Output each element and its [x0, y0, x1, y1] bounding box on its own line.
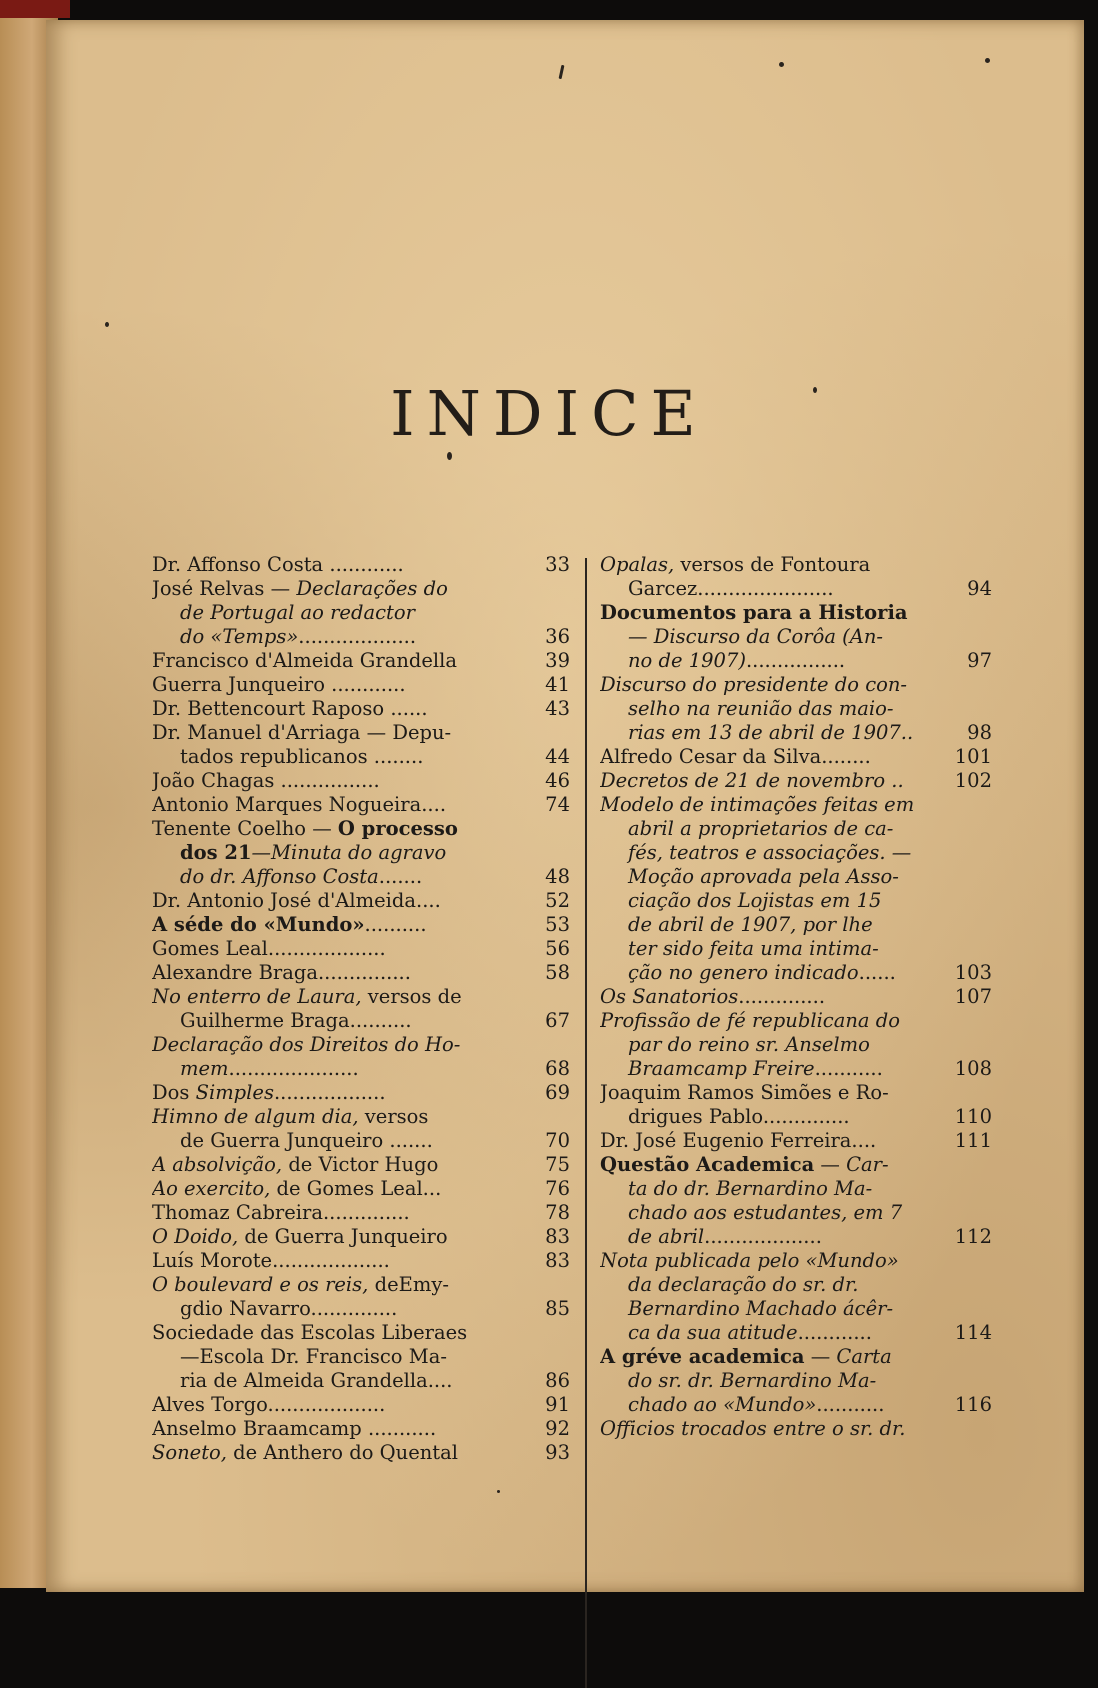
index-entry: [152, 913, 570, 937]
entry-text: do sr. dr. Bernardino Ma-: [628, 1369, 877, 1392]
index-entry: [600, 985, 992, 1009]
entry-text: ção no genero indicado: [628, 961, 859, 984]
index-entry: [152, 697, 570, 721]
page-number: 116: [954, 1393, 992, 1416]
page-number: 114: [954, 1321, 992, 1344]
entry-text: A absolvição,: [152, 1153, 283, 1176]
entry-text: no de 1907): [628, 649, 746, 672]
entry-line: [152, 769, 530, 793]
entry-line: [152, 1033, 530, 1057]
entry-line: [600, 985, 952, 1009]
entry-text: drigues Pablo..............: [628, 1105, 850, 1128]
entry-line: [600, 1369, 952, 1393]
entry-text: de Victor Hugo: [282, 1153, 439, 1176]
page-number: 67: [545, 1009, 570, 1032]
index-entry: [152, 1105, 570, 1153]
entry-text: José Relvas —: [152, 577, 297, 600]
entry-text: ...................: [298, 625, 417, 648]
entry-text: Officios trocados entre o sr. dr.: [600, 1417, 906, 1440]
entry-text: Alexandre Braga...............: [152, 961, 411, 984]
entry-text: par do reino sr. Anselmo: [628, 1033, 870, 1056]
index-entry: [152, 1417, 570, 1441]
page-number: 98: [967, 721, 992, 744]
entry-line: [600, 961, 952, 985]
entry-text: O Doido,: [152, 1225, 239, 1248]
entry-text: versos: [358, 1105, 429, 1128]
entry-line: [152, 1057, 530, 1081]
index-entry: [152, 673, 570, 697]
entry-line: [152, 1345, 530, 1369]
entry-text: chado ao «Mundo»: [628, 1393, 817, 1416]
index-entry: [152, 1441, 570, 1465]
entry-text: Dr. Manuel d'Arriaga — Depu-: [152, 721, 452, 744]
entry-text: Garcez......................: [628, 577, 834, 600]
entry-line: [600, 817, 952, 841]
entry-text: abril a proprietarios de ca-: [628, 817, 894, 840]
entry-line: [600, 721, 952, 745]
entry-text: —Escola Dr. Francisco Ma-: [180, 1345, 447, 1368]
index-entry: [152, 985, 570, 1033]
entry-line: [600, 1153, 952, 1177]
page-number: 58: [545, 961, 570, 984]
index-entry: [152, 769, 570, 793]
index-entry: [600, 1009, 992, 1081]
index-entry: [152, 961, 570, 985]
entry-line: [600, 769, 952, 793]
entry-line: [600, 1273, 952, 1297]
entry-text: Alfredo Cesar da Silva........: [600, 745, 871, 768]
page-number: 94: [967, 577, 992, 600]
entry-line: [152, 793, 530, 817]
entry-line: [600, 1129, 952, 1153]
entry-text: Alves Torgo...................: [152, 1393, 386, 1416]
entry-text: versos de: [361, 985, 462, 1008]
entry-line: [600, 865, 952, 889]
page-number: 52: [545, 889, 570, 912]
entry-text: ..............: [738, 985, 826, 1008]
page-number: 92: [545, 1417, 570, 1440]
entry-text: Dr. Bettencourt Raposo ......: [152, 697, 428, 720]
entry-line: [152, 649, 530, 673]
page-number: 91: [545, 1393, 570, 1416]
entry-text: Decretos de 21 de novembro ..: [600, 769, 904, 792]
entry-text: A gréve academica: [600, 1345, 805, 1368]
entry-text: do dr. Affonso Costa: [180, 865, 379, 888]
entry-line: [152, 865, 530, 889]
entry-line: [152, 625, 530, 649]
index-entry: [152, 1225, 570, 1249]
entry-text: deEmy-: [368, 1273, 449, 1296]
paper-speck: [105, 322, 109, 327]
entry-text: tados republicanos ........: [180, 745, 424, 768]
entry-text: de Anthero do Quental: [226, 1441, 459, 1464]
index-entry: [152, 889, 570, 913]
entry-text: Opalas,: [600, 553, 675, 576]
index-entry: [152, 721, 570, 769]
entry-text: de Gomes Leal...: [270, 1177, 442, 1200]
entry-line: [152, 1153, 530, 1177]
page-number: 101: [954, 745, 992, 768]
entry-text: Carta: [836, 1345, 892, 1368]
index-entry: [600, 769, 992, 793]
index-entry: [152, 649, 570, 673]
entry-line: [600, 649, 952, 673]
page-title: INDICE: [390, 376, 708, 450]
entry-line: [600, 673, 952, 697]
entry-text: de abril de 1907, por lhe: [628, 913, 873, 936]
entry-line: [600, 1393, 952, 1417]
index-entry: [152, 1273, 570, 1321]
index-entry: [600, 673, 992, 745]
entry-text: Anselmo Braamcamp ...........: [152, 1417, 437, 1440]
page-number: 76: [545, 1177, 570, 1200]
entry-line: [152, 553, 530, 577]
column-divider: [585, 558, 587, 1688]
entry-line: [600, 1033, 952, 1057]
page-number: 36: [545, 625, 570, 648]
entry-text: versos de Fontoura: [674, 553, 871, 576]
entry-text: ria de Almeida Grandella....: [180, 1369, 453, 1392]
entry-text: Guerra Junqueiro ............: [152, 673, 406, 696]
paper-speck: [497, 1490, 500, 1493]
index-column-left: [152, 553, 570, 1465]
entry-line: [152, 937, 530, 961]
page-number: 68: [545, 1057, 570, 1080]
entry-line: [600, 841, 952, 865]
entry-line: [600, 601, 952, 625]
page-number: 110: [954, 1105, 992, 1128]
index-entry: [152, 1177, 570, 1201]
entry-line: [152, 1201, 530, 1225]
entry-text: Gomes Leal...................: [152, 937, 386, 960]
entry-line: [600, 937, 952, 961]
entry-text: .......: [378, 865, 423, 888]
entry-text: Joaquim Ramos Simões e Ro-: [600, 1081, 889, 1104]
entry-text: Profissão de fé republicana do: [600, 1009, 900, 1032]
entry-line: [152, 1369, 530, 1393]
entry-line: [600, 889, 952, 913]
entry-line: [152, 697, 530, 721]
page-number: 103: [954, 961, 992, 984]
entry-text: Simples: [195, 1081, 274, 1104]
index-entry: [600, 553, 992, 601]
index-entry: [600, 1249, 992, 1345]
page-number: 43: [545, 697, 570, 720]
entry-line: [600, 1081, 952, 1105]
entry-line: [152, 841, 530, 865]
entry-text: Soneto,: [152, 1441, 227, 1464]
entry-line: [600, 1249, 952, 1273]
page-number: 83: [545, 1249, 570, 1272]
entry-line: [152, 1297, 530, 1321]
entry-line: [600, 697, 952, 721]
entry-line: [152, 1273, 530, 1297]
page-number: 44: [545, 745, 570, 768]
page-number: 39: [545, 649, 570, 672]
entry-text: mem: [180, 1057, 229, 1080]
entry-text: Moção aprovada pela Asso-: [628, 865, 899, 888]
page-number: 112: [954, 1225, 992, 1248]
entry-text: ......: [858, 961, 896, 984]
entry-line: [600, 1009, 952, 1033]
entry-text: ..................: [273, 1081, 386, 1104]
entry-text: —: [804, 1345, 837, 1368]
entry-line: [152, 1129, 530, 1153]
entry-text: ...........: [814, 1057, 883, 1080]
entry-text: —: [814, 1153, 847, 1176]
entry-text: Questão Academica: [600, 1153, 815, 1176]
index-entry: [600, 601, 992, 673]
entry-line: [152, 913, 530, 937]
index-entry: [152, 817, 570, 889]
entry-text: selho na reunião das maio-: [628, 697, 894, 720]
entry-text: gdio Navarro..............: [180, 1297, 398, 1320]
entry-line: [152, 1081, 530, 1105]
entry-line: [152, 1441, 530, 1465]
index-entry: [600, 1153, 992, 1249]
index-entry: [600, 1417, 992, 1441]
entry-line: [152, 1393, 530, 1417]
entry-line: [152, 817, 530, 841]
entry-line: [152, 1225, 530, 1249]
page-number: 78: [545, 1201, 570, 1224]
entry-line: [152, 985, 530, 1009]
entry-line: [600, 625, 952, 649]
entry-text: Dr. Affonso Costa ............: [152, 553, 404, 576]
page-number: 111: [954, 1129, 992, 1152]
entry-text: ta do dr. Bernardino Ma-: [628, 1177, 873, 1200]
entry-line: [152, 1105, 530, 1129]
entry-text: Dos: [152, 1081, 196, 1104]
page-number: 69: [545, 1081, 570, 1104]
entry-text: João Chagas ................: [152, 769, 380, 792]
index-entry: [152, 937, 570, 961]
page-number: 48: [545, 865, 570, 888]
entry-text: chado aos estudantes, em 7: [628, 1201, 903, 1224]
page-number: 56: [545, 937, 570, 960]
index-entry: [152, 793, 570, 817]
index-entry: [600, 745, 992, 769]
entry-text: Os Sanatorios: [600, 985, 739, 1008]
binding-edge-mark: [0, 0, 70, 18]
entry-line: [152, 1417, 530, 1441]
entry-text: Nota publicada pelo «Mundo»: [600, 1249, 899, 1272]
page-number: 41: [545, 673, 570, 696]
entry-line: [152, 1321, 530, 1345]
entry-text: ................: [745, 649, 846, 672]
index-entry: [152, 1201, 570, 1225]
page-number: 85: [545, 1297, 570, 1320]
entry-line: [600, 1345, 952, 1369]
entry-text: Dr. Antonio José d'Almeida....: [152, 889, 441, 912]
entry-text: Declaração dos Direitos do Ho-: [152, 1033, 461, 1056]
entry-text: ...................: [704, 1225, 822, 1248]
page-number: 102: [954, 769, 992, 792]
entry-text: Ao exercito,: [152, 1177, 271, 1200]
index-entry: [152, 1393, 570, 1417]
entry-text: de Guerra Junqueiro .......: [180, 1129, 433, 1152]
entry-line: [600, 1225, 952, 1249]
page-number: 53: [545, 913, 570, 936]
entry-line: [152, 577, 530, 601]
entry-text: fés, teatros e associações. —: [628, 841, 912, 864]
entry-text: ter sido feita uma intima-: [628, 937, 879, 960]
entry-text: Francisco d'Almeida Grandella: [152, 649, 458, 672]
page-number: 97: [967, 649, 992, 672]
entry-text: ca da sua atitude: [628, 1321, 798, 1344]
entry-text: rias em 13 de abril de 1907..: [628, 721, 914, 744]
index-entry: [152, 1249, 570, 1273]
index-entry: [600, 1129, 992, 1153]
entry-text: A séde do «Mundo»: [152, 913, 365, 936]
page-number: 74: [545, 793, 570, 816]
index-entry: [152, 1033, 570, 1081]
index-column-right: [600, 553, 992, 1441]
entry-text: de Portugal ao redactor: [180, 601, 415, 624]
entry-line: [152, 673, 530, 697]
entry-text: Discurso do presidente do con-: [600, 673, 908, 696]
entry-line: [600, 913, 952, 937]
page-number: 107: [954, 985, 992, 1008]
entry-line: [152, 1009, 530, 1033]
entry-text: Documentos para a Historia: [600, 601, 908, 624]
entry-line: [600, 1297, 952, 1321]
entry-text: Car-: [846, 1153, 889, 1176]
entry-text: Modelo de intimações feitas em: [600, 793, 915, 816]
entry-text: O processo: [337, 817, 458, 840]
entry-text: Declarações do: [296, 577, 448, 600]
entry-line: [600, 745, 952, 769]
entry-text: Tenente Coelho —: [152, 817, 338, 840]
entry-line: [600, 1201, 952, 1225]
entry-line: [152, 1249, 530, 1273]
entry-line: [152, 889, 530, 913]
entry-line: [600, 1057, 952, 1081]
entry-text: Thomaz Cabreira..............: [152, 1201, 410, 1224]
entry-text: Dr. José Eugenio Ferreira....: [600, 1129, 877, 1152]
index-entry: [600, 793, 992, 985]
entry-text: Luís Morote...................: [152, 1249, 390, 1272]
entry-text: Braamcamp Freire: [628, 1057, 815, 1080]
paper-speck: [779, 62, 784, 67]
entry-text: dos 21: [180, 841, 252, 864]
page-number: 83: [545, 1225, 570, 1248]
paper-speck: [985, 58, 990, 63]
index-entry: [152, 553, 570, 577]
entry-text: de abril: [628, 1225, 705, 1248]
entry-text: ............: [797, 1321, 872, 1344]
entry-text: de Guerra Junqueiro: [238, 1225, 448, 1248]
entry-text: O boulevard e os reis,: [152, 1273, 369, 1296]
entry-text: ...........: [816, 1393, 885, 1416]
entry-text: — Discurso da Corôa (An-: [628, 625, 884, 648]
entry-line: [152, 1177, 530, 1201]
entry-text: No enterro de Laura,: [152, 985, 362, 1008]
entry-text: —Minuta do agravo: [251, 841, 447, 864]
entry-text: .....................: [228, 1057, 359, 1080]
entry-line: [152, 745, 530, 769]
entry-line: [152, 601, 530, 625]
entry-text: da declaração do sr. dr.: [628, 1273, 859, 1296]
entry-text: Bernardino Machado ácêr-: [628, 1297, 894, 1320]
index-entry: [152, 1153, 570, 1177]
entry-line: [600, 553, 952, 577]
entry-line: [600, 793, 952, 817]
page-number: 75: [545, 1153, 570, 1176]
index-entry: [600, 1345, 992, 1417]
page-number: 108: [954, 1057, 992, 1080]
index-entry: [152, 1321, 570, 1393]
entry-line: [600, 1177, 952, 1201]
entry-text: do «Temps»: [180, 625, 299, 648]
entry-line: [152, 961, 530, 985]
page-number: 93: [545, 1441, 570, 1464]
entry-text: Himno de algum dia,: [152, 1105, 359, 1128]
entry-line: [600, 1105, 952, 1129]
page-number: 33: [545, 553, 570, 576]
entry-text: Guilherme Braga..........: [180, 1009, 412, 1032]
entry-line: [152, 721, 530, 745]
paper-speck: [447, 452, 452, 460]
entry-line: [600, 577, 952, 601]
entry-text: ciação dos Lojistas em 15: [628, 889, 882, 912]
entry-text: Sociedade das Escolas Liberaes: [152, 1321, 468, 1344]
page-number: 70: [545, 1129, 570, 1152]
index-entry: [152, 1081, 570, 1105]
entry-line: [600, 1321, 952, 1345]
page-number: 86: [545, 1369, 570, 1392]
entry-text: Antonio Marques Nogueira....: [152, 793, 447, 816]
page-number: 46: [545, 769, 570, 792]
entry-text: ..........: [364, 913, 427, 936]
index-entry: [152, 577, 570, 649]
entry-line: [600, 1417, 952, 1441]
index-entry: [600, 1081, 992, 1129]
